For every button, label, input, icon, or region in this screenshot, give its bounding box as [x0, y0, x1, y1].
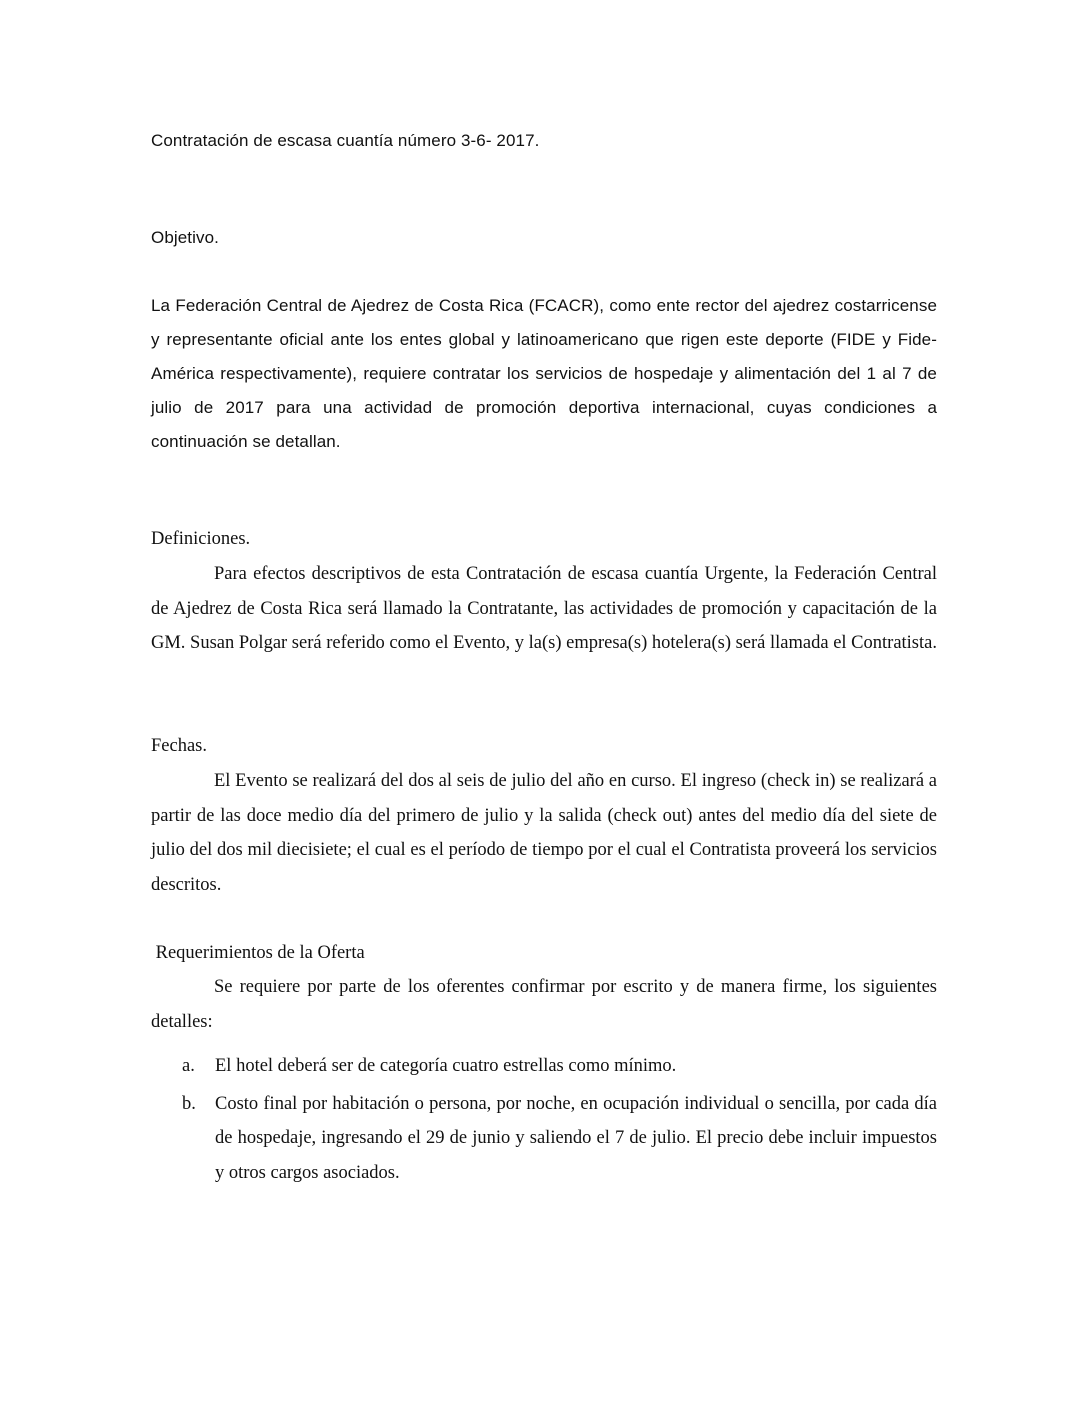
list-item: [182, 1087, 937, 1191]
list-item: [182, 1049, 937, 1084]
list-item-text: Costo final por habitación o persona, por noche, en ocupación individual o sencilla, por cada día de hospedaje, ingresando el 29 de junio y saliendo el 7 de julio. El precio debe incluir impuestos y otros cargos asociados.: [215, 1093, 937, 1183]
definitions-paragraph: Para efectos descriptivos de esta Contratación de escasa cuantía Urgente, la Federación Central de Ajedrez de Costa Rica será llamado la Contratante, las actividades de promoción y capacitación de la GM. Susan Polgar será referido como el Evento, y la(s) empresa(s) hotelera(s) será llamada el Contratista.: [151, 564, 937, 653]
objective-paragraph: La Federación Central de Ajedrez de Costa Rica (FCACR), como ente rector del ajedrez costarricense y representante oficial ante los entes global y latinoamericano que rigen este deporte (FIDE y Fide-América respectivamente), requiere contratar los servicios de hospedaje y alimentación del 1 al 7 de julio de 2017 para una actividad de promoción deportiva internacional, cuyas condiciones a continuación se detallan.: [151, 296, 937, 451]
list-marker: b.: [182, 1093, 196, 1114]
list-item-text: El hotel deberá ser de categoría cuatro estrellas como mínimo.: [215, 1056, 677, 1076]
document-title: Contratación de escasa cuantía número 3-6- 2017.: [151, 131, 540, 150]
objective-heading: Objetivo.: [151, 228, 219, 247]
dates-heading: Fechas.: [151, 736, 207, 756]
definitions-heading: Definiciones.: [151, 529, 251, 549]
list-marker: a.: [182, 1056, 195, 1076]
requirements-heading: Requerimientos de la Oferta: [151, 943, 365, 963]
requirements-list: [182, 1049, 937, 1190]
dates-paragraph: El Evento se realizará del dos al seis de julio del año en curso. El ingreso (check in) se realizará a partir de las doce medio día del primero de julio y la salida (check out) antes del medio día del siete de julio del dos mil diecisiete; el cual es el período de tiempo por el cual el Contratista proveerá los servicios descritos.: [151, 771, 937, 895]
requirements-paragraph: Se requiere por parte de los oferentes confirmar por escrito y de manera firme, los siguientes detalles:: [151, 977, 937, 1032]
